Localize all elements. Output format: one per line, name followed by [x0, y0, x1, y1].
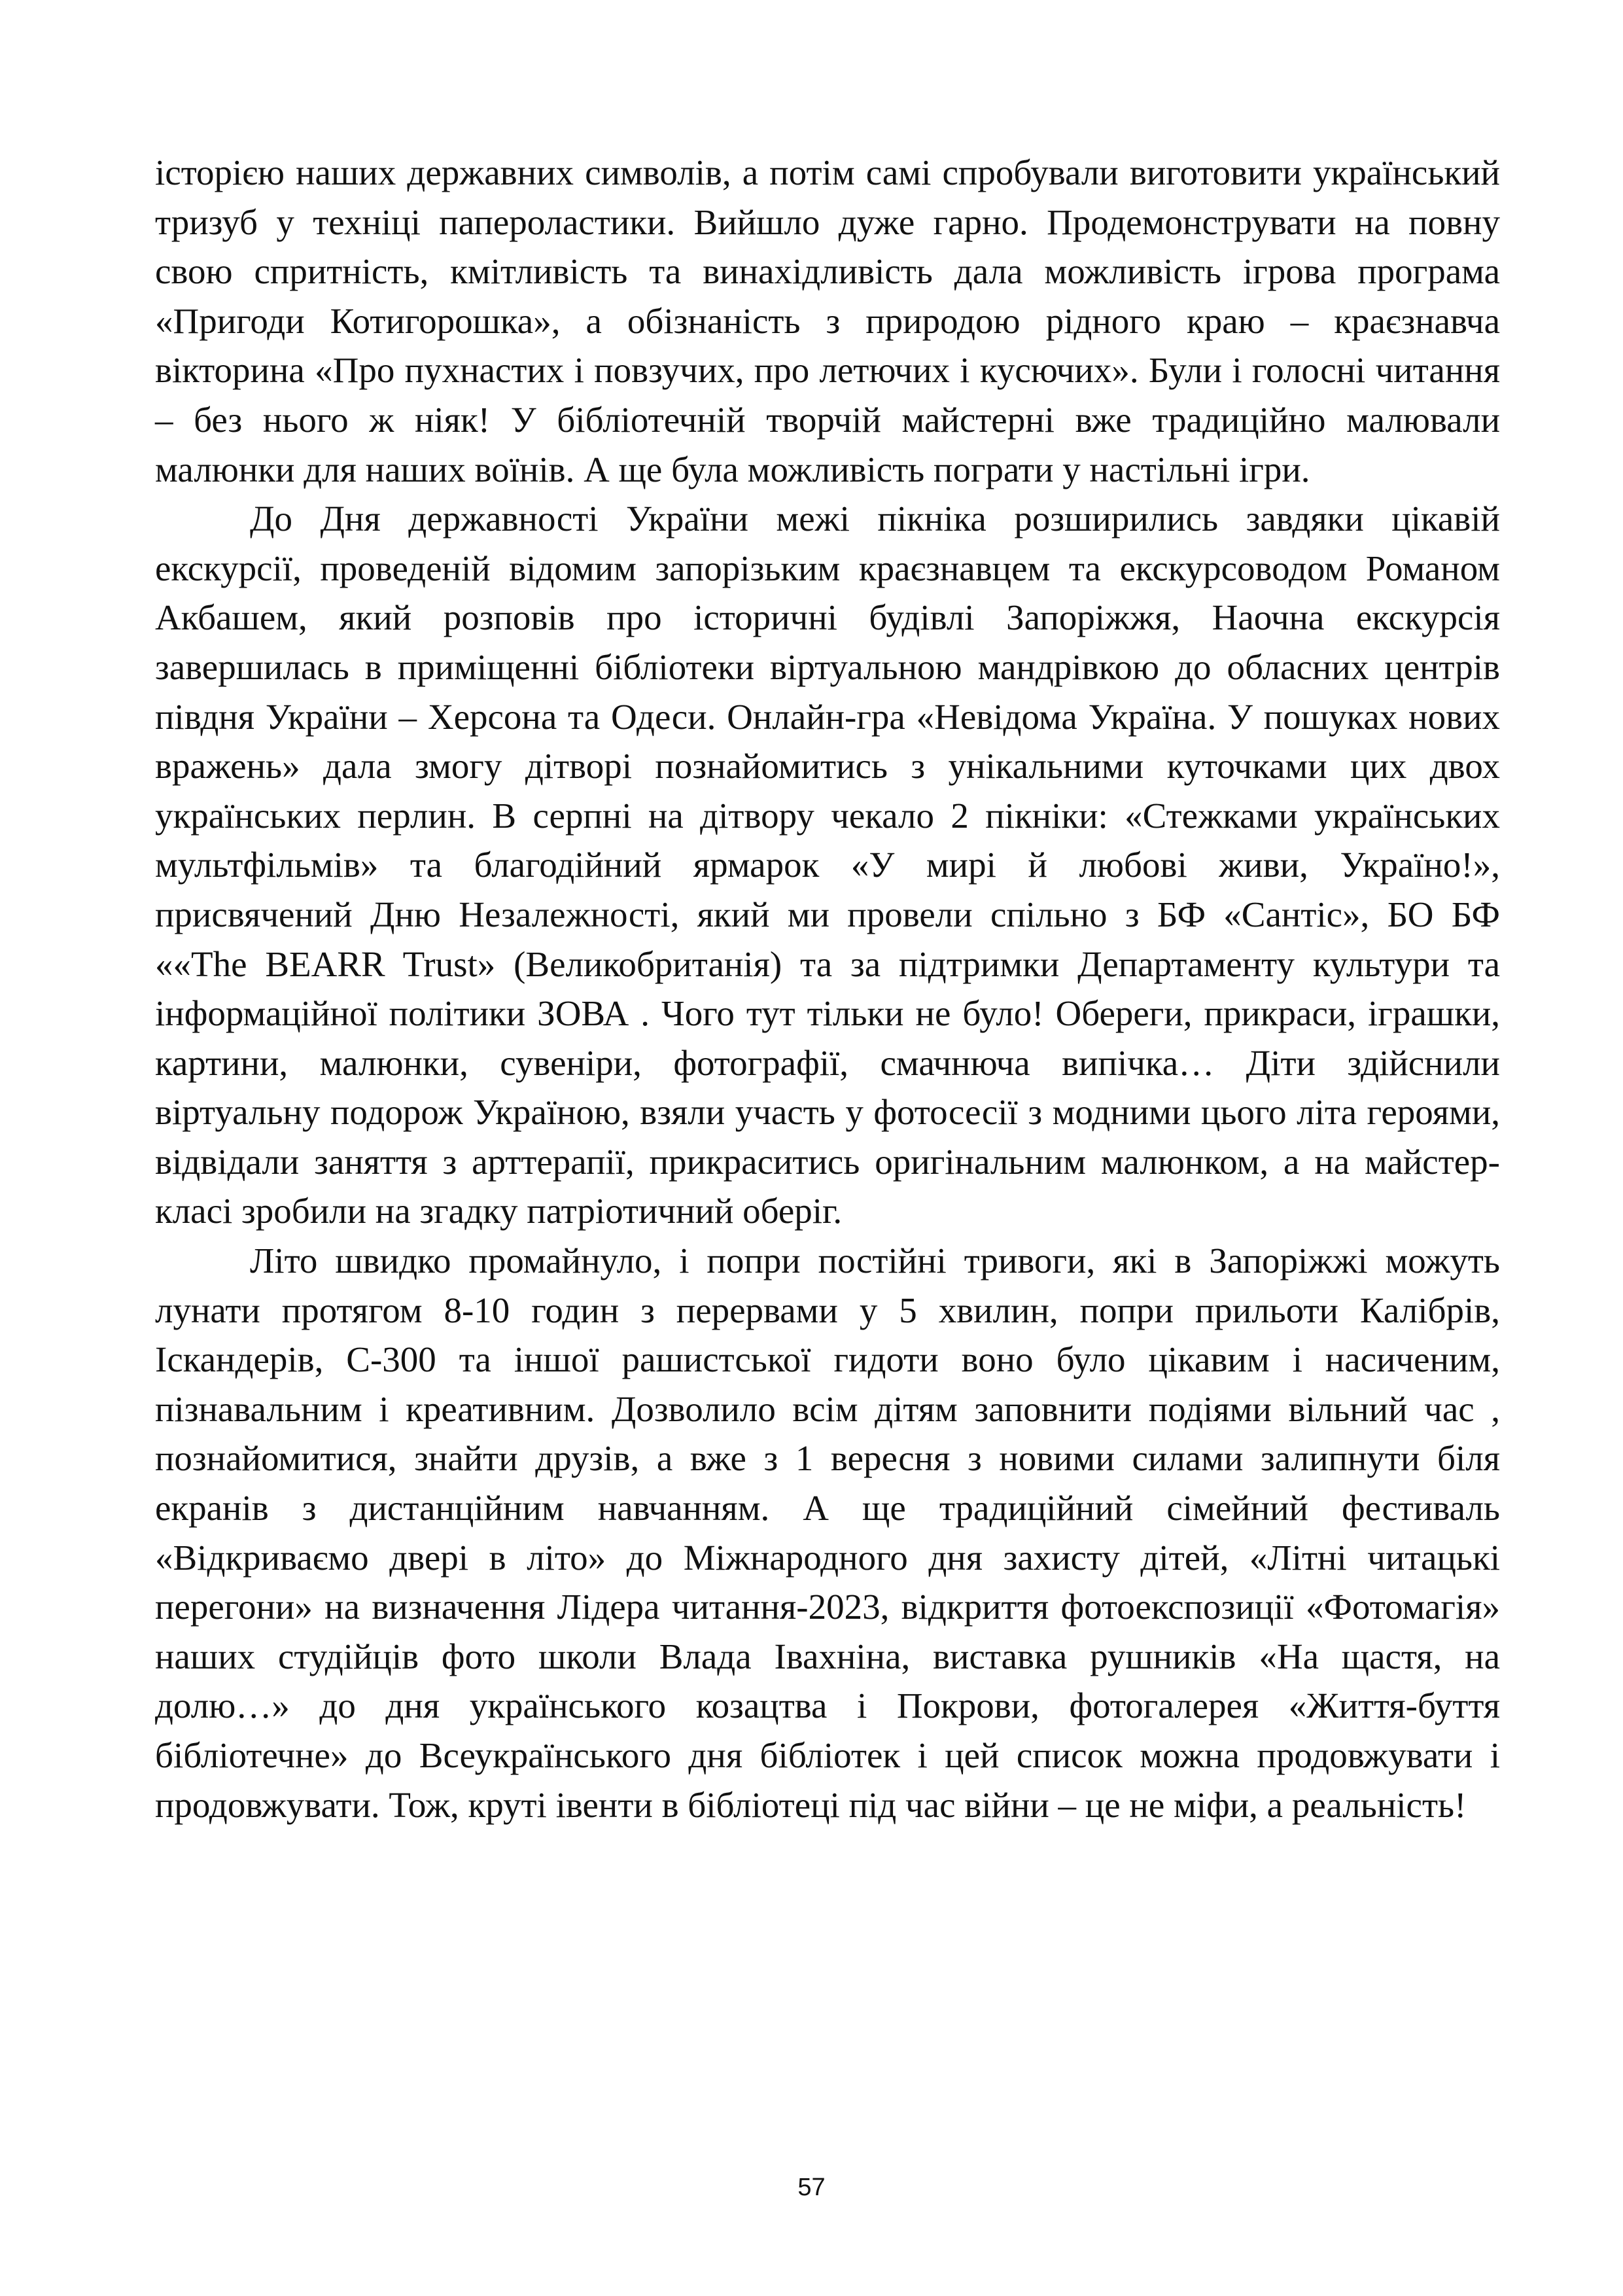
page-number: 57 [797, 2174, 826, 2201]
paragraph-continuation: історією наших державних символів, а потім самі спробували виготовити український тризуб у техніці папероластики. Вийшло дуже гарно. Продемонструвати на повну свою спритність, кмітливість та винахідливість дала можливість ігрова програма «Пригоди Котигорошка», а обізнаність з природою рідного краю – краєзнавча вікторина «Про пухнастих і повзучих, про летючих і кусючих». Були і голосні читання – без нього ж ніяк! У бібліотечній творчій майстерні вже традиційно малювали малюнки для наших воїнів. А ще була можливість пограти у настільні ігри. [155, 152, 1500, 489]
paragraph-statehood-day: До Дня державності України межі пікніка розширились завдяки цікавій екскурсії, проведеній відомим запорізьким краєзнавцем та екскурсоводом Романом Акбашем, який розповів про історичні будівлі Запоріжжя, Наочна екскурсія завершилась в приміщенні бібліотеки віртуальною мандрівкою до обласних центрів півдня України – Херсона та Одеси. Онлайн-гра «Невідома Україна. У пошуках нових вражень» дала змогу дітворі познайомитись з унікальними куточками цих двох українських перлин. В серпні на дітвору чекало 2 пікніки: «Стежками українських мультфільмів» та благодійний ярмарок «У мирі й любові живи, Україно!», присвячений Дню Незалежності, який ми провели спільно з БФ «Сантіс», БО БФ ««The BEARR Trust» (Великобританія) та за підтримки Департаменту культури та інформаційної політики ЗОВА . Чого тут тільки не було! Обереги, прикраси, іграшки, картини, малюнки, сувеніри, фотографії, смачнюча випічка… Діти здійснили віртуальну подорож Україною, взяли участь у фотосесії з модними цього літа героями, відвідали заняття з арттерапії, прикраситись оригінальним малюнком, а на майстер-класі зробили на згадку патріотичний оберіг. [155, 499, 1500, 1231]
paragraph-summer-summary: Літо швидко промайнуло, і попри постійні тривоги, які в Запоріжжі можуть лунати протягом 8-10 годин з перервами у 5 хвилин, попри прильоти Калібрів, Іскандерів, С-300 та іншої рашистської гидоти воно було цікавим і насиченим, пізнавальним і креативним. Дозволило всім дітям заповнити подіями вільний час , познайомитися, знайти друзів, а вже з 1 вересня з новими силами залипнути біля екранів з дистанційним навчанням. А ще традиційний сімейний фестиваль «Відкриваємо двері в літо» до Міжнародного дня захисту дітей, «Літні читацькі перегони» на визначення Лідера читання-2023, відкриття фотоекспозиції «Фотомагія» наших студійців фото школи Влада Івахніна, виставка рушників «На щастя, на долю…» до дня українського козацтва і Покрови, фотогалерея «Життя-буття бібліотечне» до Всеукраїнського дня бібліотек і цей список можна продовжувати і продовжувати. Тож, круті івенти в бібліотеці під час війни – це не міфи, а реальність! [155, 1241, 1500, 1825]
body-text [155, 148, 1500, 1829]
